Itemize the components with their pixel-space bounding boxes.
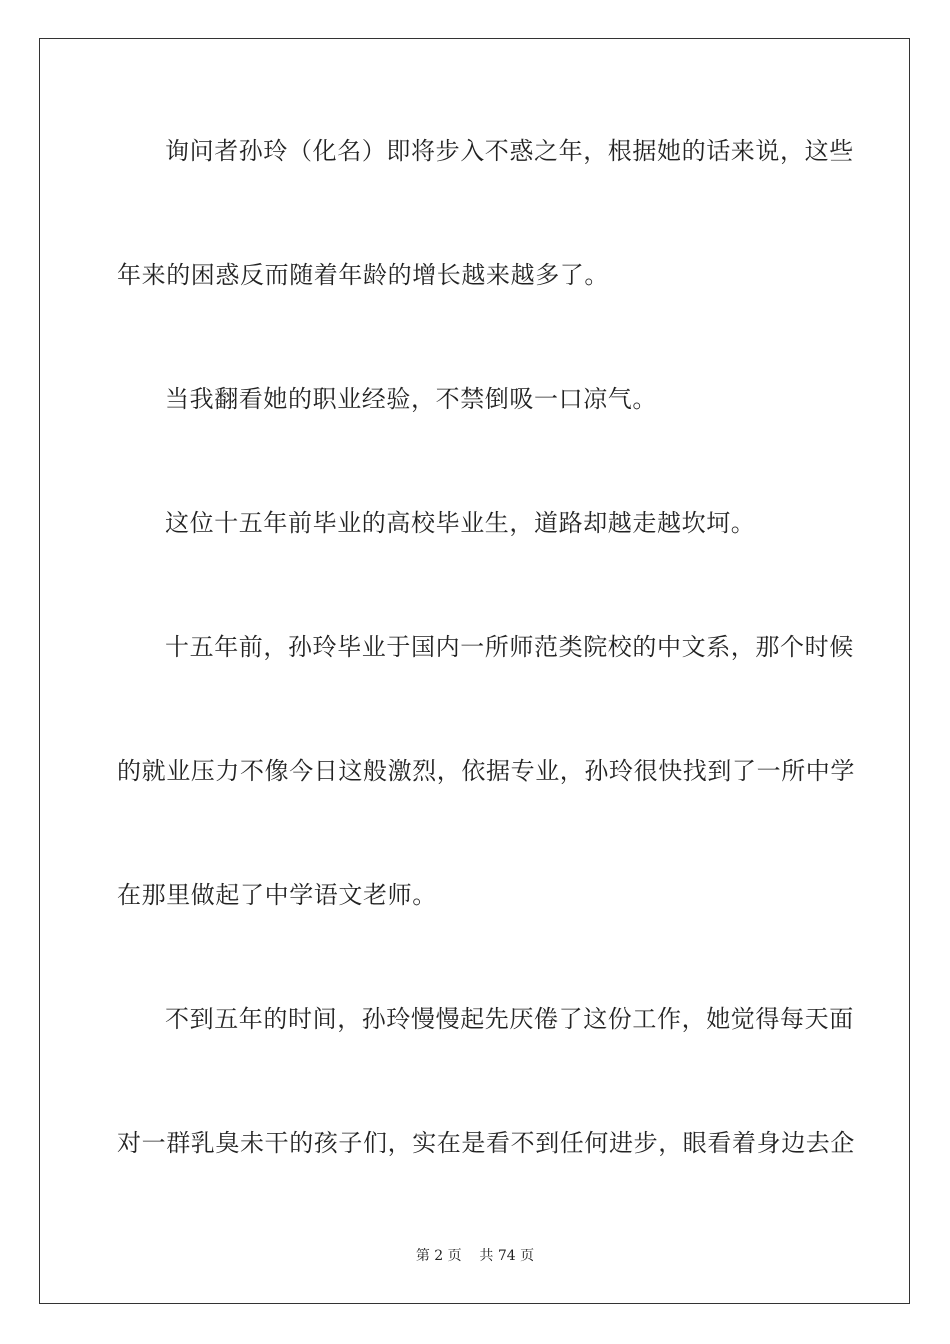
text-line: 十五年前，孙玲毕业于国内一所师范类院校的中文系，那个时候 [165, 633, 854, 661]
text-line: 当我翻看她的职业经验，不禁倒吸一口凉气。 [165, 385, 657, 413]
text-line: 在那里做起了中学语文老师。 [117, 881, 437, 909]
text-line: 年来的困惑反而随着年龄的增长越来越多了。 [117, 261, 609, 289]
page-border [39, 38, 910, 1304]
text-line: 这位十五年前毕业的高校毕业生，道路却越走越坎坷。 [165, 509, 756, 537]
page-number-footer: 第 2 页 共 74 页 [415, 1248, 535, 1264]
text-line: 询问者孙玲（化名）即将步入不惑之年，根据她的话来说，这些 [165, 137, 854, 165]
text-line: 对一群乳臭未干的孩子们，实在是看不到任何进步，眼看着身边去企 [117, 1129, 855, 1157]
text-line: 的就业压力不像今日这般激烈，依据专业，孙玲很快找到了一所中学 [117, 757, 855, 785]
text-line: 不到五年的时间，孙玲慢慢起先厌倦了这份工作，她觉得每天面 [165, 1005, 854, 1033]
